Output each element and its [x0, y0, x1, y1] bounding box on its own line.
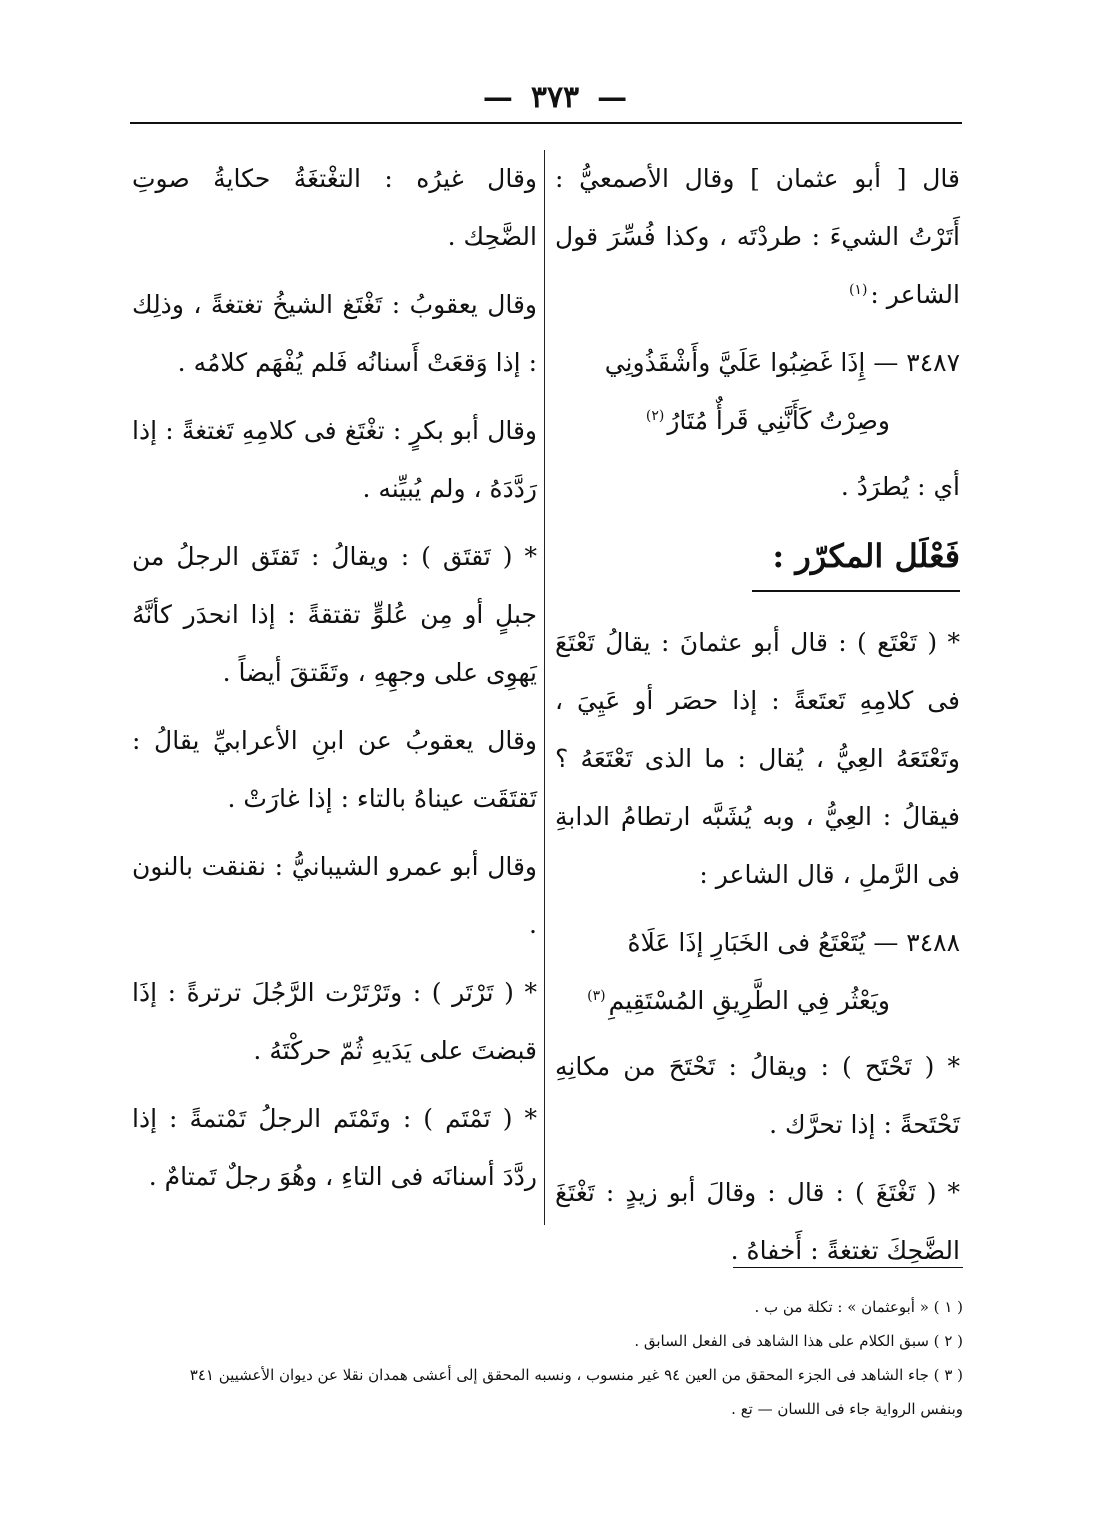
- verse-3488-line-2-wrap: [555, 972, 960, 1030]
- header-dash-right: —: [597, 80, 628, 115]
- verse-3487: [555, 334, 960, 450]
- left-paragraph-7: * ( تَرْتَر ) : وتَرْتَرْت الرَّجُلَ ترترةً : إذَا قبضتَ على يَدَيهِ ثُمّ حركْتَهُ .: [132, 978, 537, 1065]
- page-number: ٣٧٣: [530, 80, 580, 115]
- verse-3488: [555, 914, 960, 1030]
- right-paragraph-3: * ( تَعْتَع ) : قال أبو عثمانَ : يقالُ تَعْتَعَ فى كلامِهِ تَعتَعةً : إذا حصَر أو عَيِيَ ، وتَعْتَعَهُ العِيُّ ، يُقال : ما الذى تَعْتَعَهُ ؟ فيقالُ : العِيُّ ، وبه يُشَبَّه ارتطامُ الدابةِ فى الرَّملِ ، قال الشاعر :: [555, 628, 960, 889]
- header-rule: [130, 122, 962, 124]
- verse-3487-line-2-wrap: [555, 392, 960, 450]
- column-divider: [544, 150, 545, 1225]
- footnote-ref-3: (٣): [587, 987, 606, 1004]
- header-dash-left: —: [482, 80, 513, 115]
- left-paragraph-8: * ( تَمْتَم ) : وتَمْتَم الرجلُ تَمْتمةً : إذا ردَّدَ أسنانَه فى التاءِ ، وهُوَ رجلٌ تَمتامٌ .: [132, 1104, 537, 1191]
- section-heading-text: فَعْلَل المكرّر :: [752, 526, 960, 592]
- verse-3487-line-2: وصِرْتُ كَأَنَّنِي قَرأٌ مُتَارُ: [667, 406, 890, 435]
- footnote-3: ( ٣ ) جاء الشاهد فى الجزء المحقق من العين ٩٤ غير منسوب ، ونسبه المحقق إلى أعشى همدان نقلا عن ديوان الأعشيين ٣٤١: [189, 1366, 963, 1384]
- verse-3488-line-1: ٣٤٨٨ — يُتَعْتَعُ فى الخَبَارِ إذَا عَلَاهُ: [627, 928, 960, 957]
- left-paragraph-6: وقال أبو عمرو الشيبانيُّ : نقنقت بالنون .: [132, 852, 537, 939]
- right-paragraph-5: * ( تَغْتَغَ ) : قال : وقالَ أبو زيدٍ : تَغْتَغَ الضَّحِكَ تغتغةً : أَخفاهُ .: [555, 1178, 960, 1265]
- footnote-ref-1: (١): [848, 281, 868, 298]
- left-column: [132, 150, 537, 1216]
- footnote-rule: [733, 1267, 963, 1268]
- left-paragraph-3: وقال أبو بكرٍ : تغْتَغ فى كلامِهِ تَغتغةً : إذا رَدَّدَهُ ، ولم يُبيِّنه .: [132, 416, 537, 503]
- left-paragraph-4: * ( تَقتَق ) : ويقالُ : تَقتَق الرجلُ من جبلٍ أو مِن عُلوٍّ تقتقةً : إذا انحدَر كأنَّهُ يَهوِى على وجهِهِ ، وتَقَتقَ أيضاً .: [132, 542, 537, 687]
- right-paragraph-1-text: قال [ أبو عثمان ] وقال الأصمعيُّ : أَتَرْتُ الشيءَ : طردْتَه ، وكذا فُسِّرَ قول الشاعر :: [555, 164, 960, 309]
- right-paragraph-2: أي : يُطرَدُ .: [840, 472, 960, 501]
- right-column: [555, 150, 960, 1290]
- right-paragraph-1: [555, 150, 960, 324]
- page-number-header: [0, 80, 1110, 115]
- footnote-3-continued: وبنفس الرواية جاء فى اللسان — تع .: [731, 1400, 963, 1418]
- section-heading: [555, 526, 960, 592]
- verse-3488-line-2: ويَعْثُر فِي الطَّرِيقِ المُسْتَقِيمِ: [608, 986, 890, 1015]
- footnote-1: ( ١ ) « أبوعثمان » : تكلة من ب .: [754, 1298, 963, 1316]
- right-paragraph-4: * ( تَحْتَح ) : ويقالُ : تَحْتَحَ من مكانِهِ تَحْتَحةً : إذا تحرَّك .: [555, 1052, 960, 1139]
- footnote-2: ( ٢ ) سبق الكلام على هذا الشاهد فى الفعل السابق .: [634, 1332, 963, 1350]
- verse-3487-line-1: ٣٤٨٧ — إِذَا غَضِبُوا عَلَيَّ وأَشْقَذُونِي: [604, 348, 960, 377]
- footnotes: [115, 1290, 963, 1426]
- left-paragraph-1: وقال غيرُه : التغْتغَةُ حكايةُ صوتِ الضَّحِك .: [132, 164, 537, 251]
- left-paragraph-2: وقال يعقوبُ : تَغْتَغ الشيخُ تغتغةً ، وذلِك : إذا وَقعَتْ أَسنانُه فَلم يُفْهَم كلامُه .: [132, 290, 537, 377]
- left-paragraph-5: وقال يعقوبُ عن ابنِ الأعرابيِّ يقالُ : تَقتَقَت عيناهُ بالتاء : إذا غارَتْ .: [132, 726, 537, 813]
- footnote-ref-2: (٢): [645, 407, 665, 424]
